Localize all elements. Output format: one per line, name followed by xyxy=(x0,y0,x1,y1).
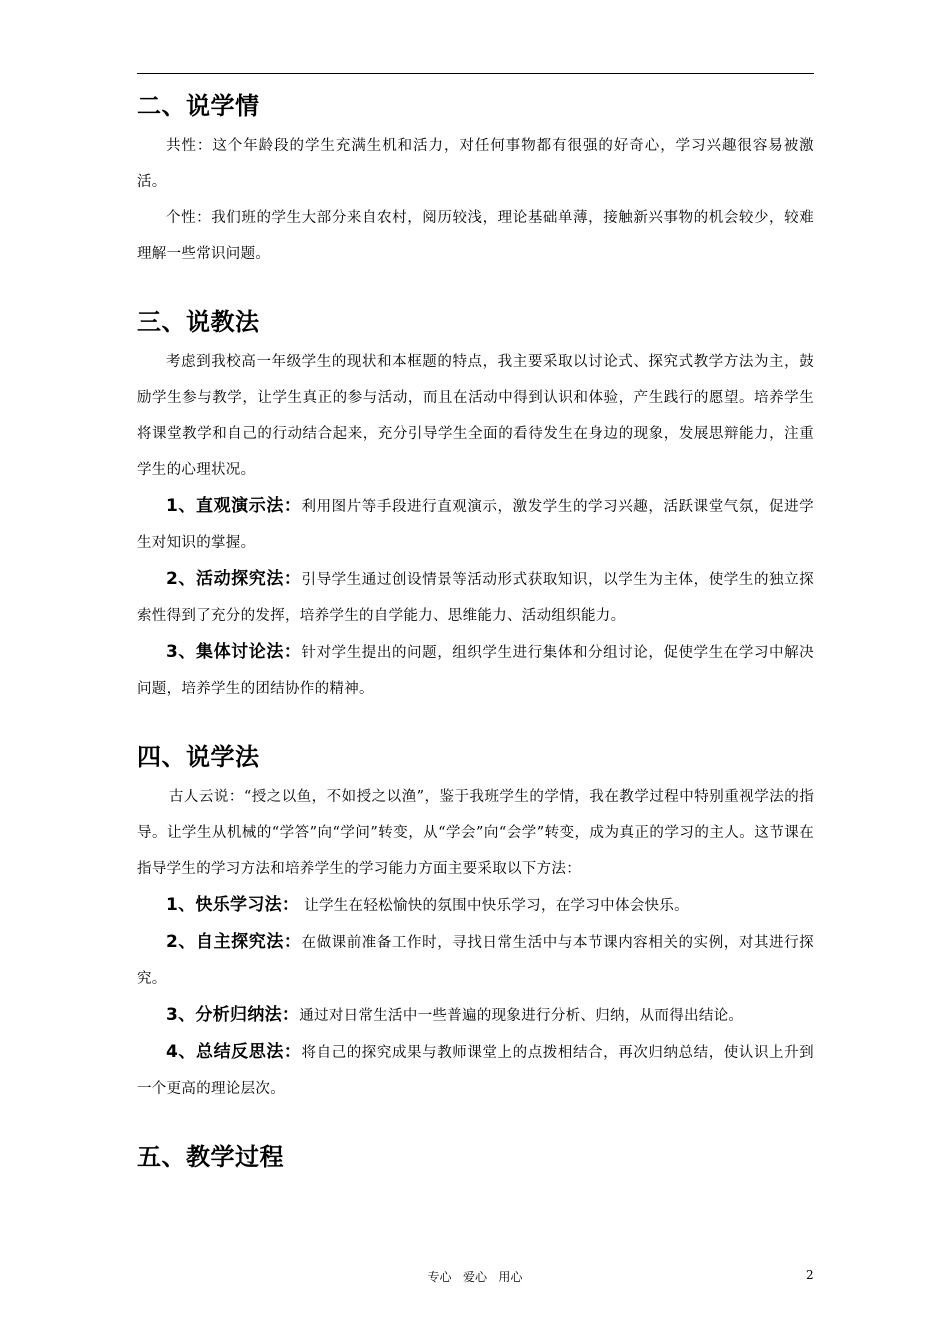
method-label: 4、总结反思法： xyxy=(166,1042,302,1062)
section-heading: 四、说学法 xyxy=(137,743,260,771)
method-item xyxy=(137,1034,814,1107)
section-learning-methods xyxy=(137,739,814,1107)
header-rule xyxy=(137,73,814,74)
section-teaching-process xyxy=(137,1139,814,1175)
method-item xyxy=(137,634,814,707)
paragraph-intro: 古人云说：“授之以鱼，不如授之以渔”，鉴于我班学生的学情，我在教学过程中特别重视学法的指导。让学生从机械的“学答”向“学问”转变，从“学会”向“会学”转变，成为真正的学习的主人。这节课在指导学生的学习方法和培养学生的学习能力方面主要采取以下方法： xyxy=(137,789,814,877)
section-heading: 二、说学情 xyxy=(137,92,260,120)
method-label: 3、分析归纳法： xyxy=(166,1005,300,1025)
section-heading: 三、说教法 xyxy=(137,308,260,336)
method-text: 通过对日常生活中一些普遍的现象进行分析、归纳，从而得出结论。 xyxy=(299,1008,744,1024)
method-text: 利用图片等手段进行直观演示，激发学生的学习兴趣，活跃课堂气氛，促进学生对知识的掌握。 xyxy=(137,499,814,551)
section-student-analysis xyxy=(137,88,814,272)
method-label: 1、直观演示法： xyxy=(166,496,302,516)
paragraph-intro: 考虑到我校高一年级学生的现状和本框题的特点，我主要采取以讨论式、探究式教学方法为主，鼓励学生参与教学，让学生真正的参与活动，而且在活动中得到认识和体验，产生践行的愿望。培养学生将课堂教学和自己的行动结合起来，充分引导学生全面的看待发生在身边的现象，发展思辩能力，注重学生的心理状况。 xyxy=(137,354,814,478)
method-text: 将自己的探究成果与教师课堂上的点拨相结合，再次归纳总结，使认识上升到一个更高的理论层次。 xyxy=(137,1045,814,1097)
page-number: 2 xyxy=(806,1268,814,1282)
method-text: 让学生在轻松愉快的氛围中快乐学习，在学习中体会快乐。 xyxy=(299,898,689,914)
section-heading: 五、教学过程 xyxy=(137,1143,284,1171)
paragraph-commonality: 共性：这个年龄段的学生充满生机和活力，对任何事物都有很强的好奇心，学习兴趣很容易被激活。 xyxy=(137,138,814,190)
method-label: 3、集体讨论法： xyxy=(166,642,302,662)
method-label: 2、自主探究法： xyxy=(166,932,302,952)
method-text: 在做课前准备工作时，寻找日常生活中与本节课内容相关的实例，对其进行探究。 xyxy=(137,935,814,987)
page-content xyxy=(137,88,814,1179)
section-teaching-methods xyxy=(137,304,814,707)
method-item xyxy=(137,997,814,1034)
method-text: 针对学生提出的问题，组织学生进行集体和分组讨论，促使学生在学习中解决问题，培养学生的团结协作的精神。 xyxy=(137,645,814,697)
method-item xyxy=(137,887,814,924)
method-label: 1、快乐学习法： xyxy=(166,895,300,915)
method-item xyxy=(137,924,814,997)
method-label: 2、活动探究法： xyxy=(166,569,302,589)
footer-motto: 专心 爱心 用心 xyxy=(427,1270,523,1284)
method-item xyxy=(137,488,814,561)
paragraph-individuality: 个性：我们班的学生大部分来自农村，阅历较浅，理论基础单薄，接触新兴事物的机会较少，较难理解一些常识问题。 xyxy=(137,210,814,262)
method-text: 引导学生通过创设情景等活动形式获取知识，以学生为主体，使学生的独立探索性得到了充分的发挥，培养学生的自学能力、思维能力、活动组织能力。 xyxy=(137,572,814,624)
method-item xyxy=(137,561,814,634)
